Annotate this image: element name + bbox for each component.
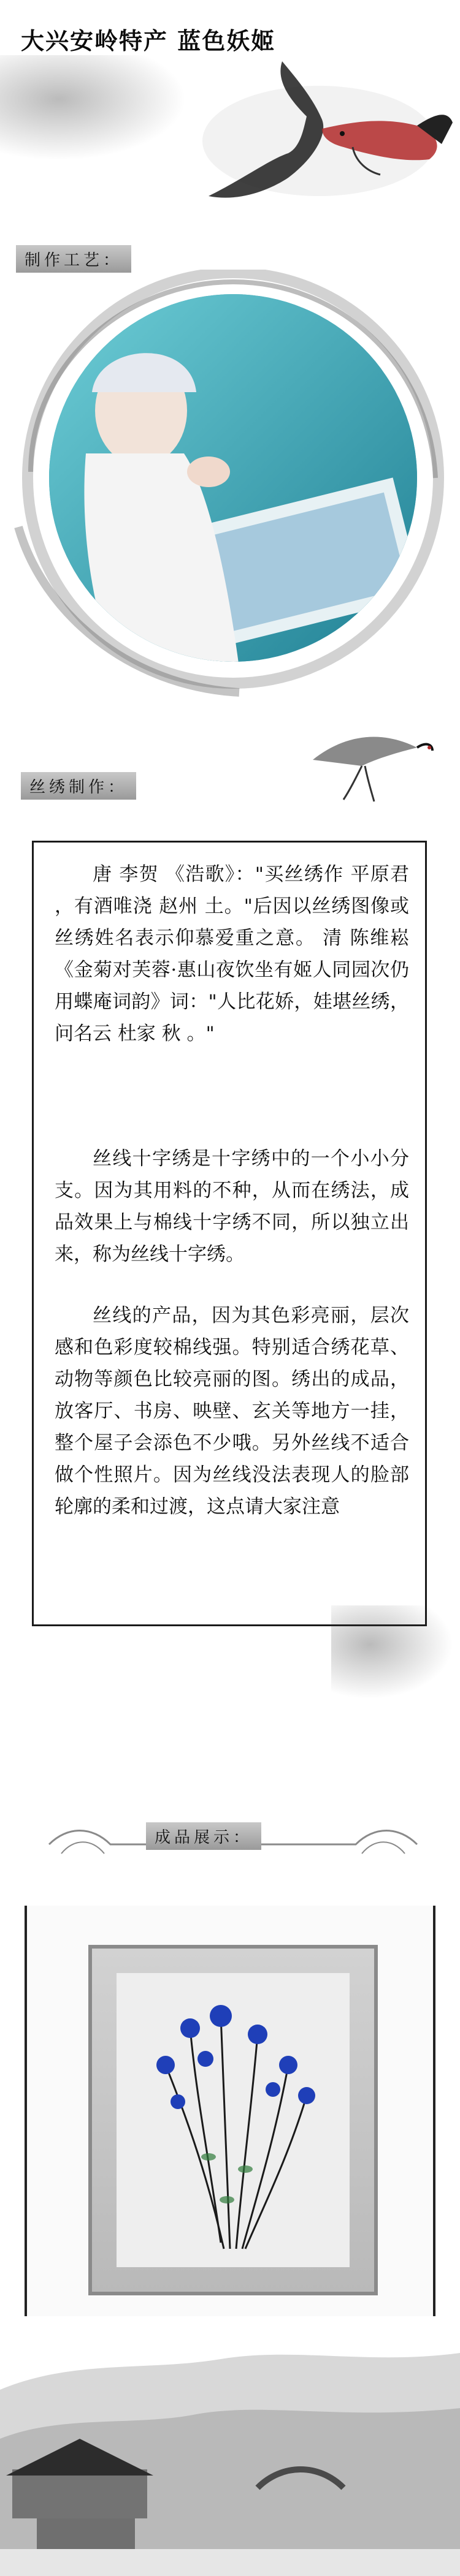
craft-photo-frame xyxy=(6,270,454,699)
section-label-showcase: 成品展示： xyxy=(146,1822,261,1850)
painting-canvas xyxy=(117,1973,350,2267)
article-paragraph-3: 丝线的产品，因为其色彩亮丽，层次感和色彩度较棉线强。特别适合绣花草、动物等颜色比较亮丽的图。绣出的成品，放客厅、书房、映壁、玄关等地方一挂，整个屋子会添色不少哦。另外丝线不适合做个性照片。因为丝线没法表现人的脸部轮廓的柔和过渡，这点请大家注意 xyxy=(55,1305,409,1518)
mountain-decoration xyxy=(331,1605,460,1703)
koi-fish-illustration xyxy=(196,55,454,221)
crane-icon xyxy=(307,723,435,803)
product-painting xyxy=(92,1949,374,2292)
section-label-craft: 制作工艺： xyxy=(16,245,131,273)
article-box xyxy=(32,841,427,1626)
blue-rose-embroidery xyxy=(117,1973,350,2267)
section-label-embroidery: 丝绣制作： xyxy=(21,772,136,800)
page-title: 大兴安岭特产 蓝色妖姬 xyxy=(21,28,276,55)
ink-wash-decoration xyxy=(0,55,196,165)
ink-landscape-decoration xyxy=(0,2316,460,2576)
article-paragraph-1: 唐 李贺 《浩歌》："买丝绣作 平原君 ，有酒唯浇 赵州 土。"后因以丝绣图像或丝绣姓名表示仰慕爱重之意。 清 陈维崧 《金菊对芙蓉·惠山夜饮坐有姬人同园次仍用蝶庵词韵》词："人比花娇，娃堪丝绣，问名云 杜家 秋 。" xyxy=(55,863,409,1045)
article-paragraph-2: 丝线十字绣是十字绣中的一个小小分支。因为其用料的不种，从而在绣法，成品效果上与棉线十字绣不同，所以独立出来，称为丝线十字绣。 xyxy=(55,1148,409,1265)
